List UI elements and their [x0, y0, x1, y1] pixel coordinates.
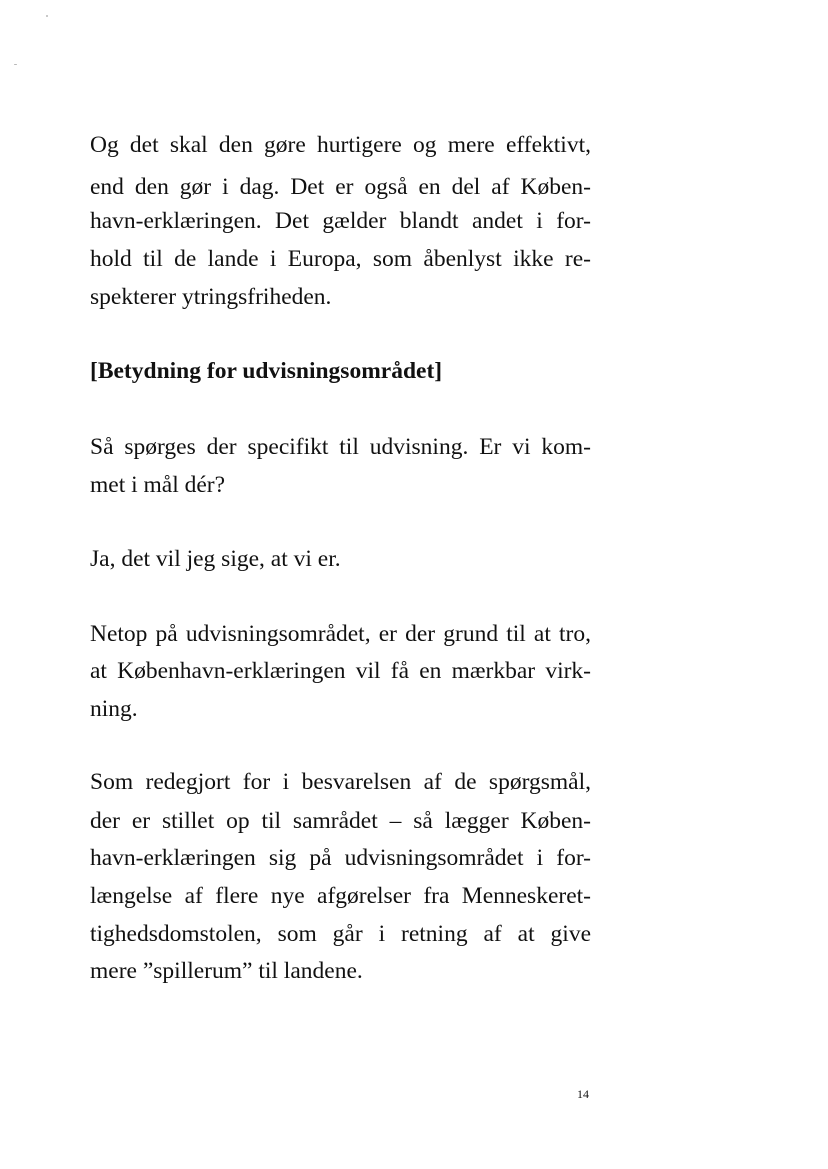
text-line: Så spørges der specifikt til udvisning. Er vi kom-: [90, 434, 591, 460]
text-line: end den gør i dag. Det er også en del af Køben-: [90, 174, 591, 200]
text-line: Som redegjort for i besvarelsen af de spørgsmål,: [90, 769, 591, 795]
text-line: met i mål dér?: [90, 472, 226, 498]
scan-speck: [14, 64, 17, 65]
text-line: spekterer ytringsfriheden.: [90, 284, 332, 310]
text-line: at København-erklæringen vil få en mærkbar virk-: [90, 658, 591, 684]
text-line: der er stillet op til samrådet – så lægger Køben-: [90, 808, 591, 834]
text-line: Ja, det vil jeg sige, at vi er.: [90, 546, 341, 572]
page-number: 14: [577, 1087, 589, 1101]
scan-speck: [46, 15, 48, 17]
text-line: ning.: [90, 696, 138, 722]
text-line: mere ”spillerum” til landene.: [90, 958, 363, 984]
section-heading: [Betydning for udvisningsområdet]: [90, 358, 443, 384]
text-line: hold til de lande i Europa, som åbenlyst ikke re-: [90, 246, 591, 272]
text-line: havn-erklæringen. Det gælder blandt andet i for-: [90, 208, 591, 234]
text-line: tighedsdomstolen, som går i retning af at give: [90, 921, 591, 947]
text-line: længelse af flere nye afgørelser fra Menneskeret-: [90, 883, 591, 909]
text-line: Og det skal den gøre hurtigere og mere effektivt,: [90, 132, 591, 158]
text-line: Netop på udvisningsområdet, er der grund til at tro,: [90, 621, 591, 647]
text-line: havn-erklæringen sig på udvisningsområdet i for-: [90, 845, 591, 871]
